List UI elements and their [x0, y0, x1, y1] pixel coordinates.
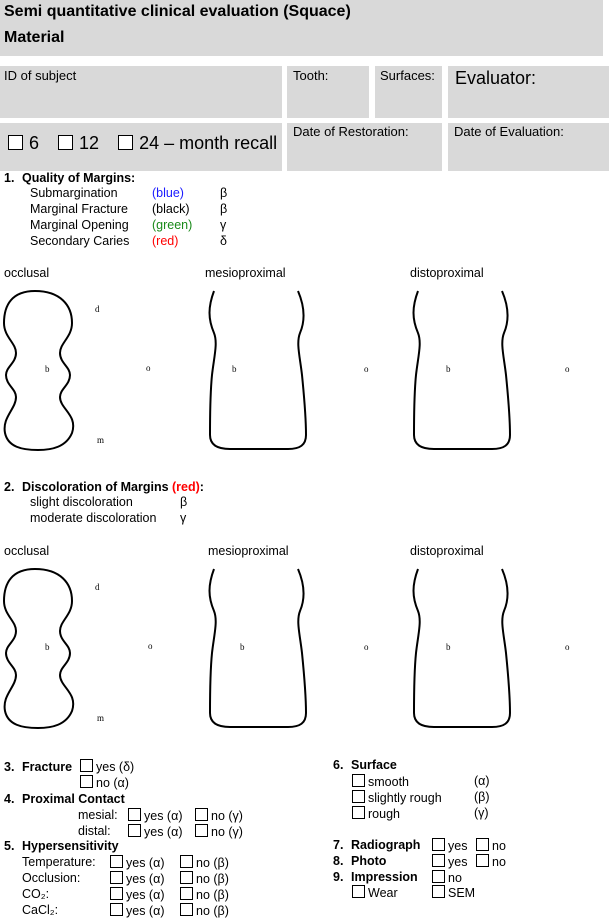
s6-row-2-symbol: (γ)	[474, 806, 489, 820]
fracture-no-label: no (α)	[96, 776, 129, 790]
s4-distal-yes	[128, 824, 182, 839]
temperature-no-checkbox[interactable]	[180, 855, 193, 868]
s5-row-2-label: CO₂:	[22, 887, 50, 901]
evaluation-date-label: Date of Evaluation:	[454, 124, 564, 139]
section5-num: 5.	[4, 839, 15, 853]
radiograph-yes-checkbox[interactable]	[432, 838, 445, 851]
section2-title-color: (red)	[172, 480, 200, 494]
s5-row-1-no	[180, 871, 229, 886]
section9-title: Impression	[351, 870, 418, 884]
surface-smooth-checkbox[interactable]	[352, 774, 365, 787]
s1-row-3-symbol: δ	[220, 234, 227, 248]
distoproximal-outline	[414, 291, 511, 449]
occlusal-diagram-1[interactable]	[0, 285, 190, 455]
impression-wear-label: Wear	[368, 886, 398, 900]
s1-row-2-symbol: γ	[220, 218, 227, 232]
distoproximal-outline	[414, 569, 511, 727]
impression-no-checkbox[interactable]	[432, 870, 445, 883]
recall-12-checkbox[interactable]	[58, 135, 73, 150]
s1-row-0-label: Submargination	[30, 186, 118, 200]
letter-o: o	[565, 642, 570, 652]
recall-12-label: 12	[79, 133, 100, 153]
cacl2-yes-checkbox[interactable]	[110, 903, 123, 916]
section2-heading	[22, 480, 204, 494]
fracture-yes-label: yes (δ)	[96, 760, 135, 774]
recall-24-label: 24 – month recall	[139, 133, 278, 153]
letter-m: m	[97, 435, 105, 445]
s5-row-2-no	[180, 887, 229, 902]
distal-yes-label: yes (α)	[144, 825, 183, 839]
fracture-yes-checkbox[interactable]	[80, 759, 93, 772]
id-of-subject-label: ID of subject	[4, 68, 77, 83]
s5-row-2-yes	[110, 887, 164, 902]
section3-title: Fracture	[22, 760, 73, 774]
mesioproximal-outline	[210, 291, 307, 449]
tooth-label: Tooth:	[293, 68, 329, 83]
surface-slightly-rough-checkbox[interactable]	[352, 790, 365, 803]
occlusion-no-label: no (β)	[196, 872, 229, 886]
s6-row-0-symbol: (α)	[474, 774, 490, 788]
s6-row-2	[352, 806, 400, 821]
section4-num: 4.	[4, 792, 15, 806]
section8-title: Photo	[351, 854, 387, 868]
mesioproximal-outline	[210, 569, 307, 727]
letter-b: b	[45, 364, 50, 374]
s5-row-0-label: Temperature:	[22, 855, 96, 869]
mesial-yes-checkbox[interactable]	[128, 808, 141, 821]
letter-o: o	[364, 642, 369, 652]
recall-6-checkbox[interactable]	[8, 135, 23, 150]
s2-row-0-label: slight discoloration	[30, 495, 133, 509]
co2-no-checkbox[interactable]	[180, 887, 193, 900]
mesial-no-checkbox[interactable]	[195, 808, 208, 821]
distal-yes-checkbox[interactable]	[128, 824, 141, 837]
surface-smooth-label: smooth	[368, 775, 409, 789]
temperature-yes-checkbox[interactable]	[110, 855, 123, 868]
section2-num: 2.	[4, 480, 15, 494]
section2-title-colon: :	[199, 480, 204, 494]
s3-no-option	[80, 775, 129, 790]
s1-row-0-color: (blue)	[152, 186, 184, 200]
view-mesioproximal-label-2: mesioproximal	[208, 544, 289, 558]
radiograph-yes-label: yes	[448, 839, 468, 853]
letter-d: d	[95, 582, 100, 592]
s1-row-1-label: Marginal Fracture	[30, 202, 128, 216]
section1-num: 1.	[4, 171, 15, 185]
s4-distal-no	[195, 824, 243, 839]
s8-yes	[432, 854, 467, 869]
cacl2-yes-label: yes (α)	[126, 904, 165, 918]
photo-yes-label: yes	[448, 855, 468, 869]
photo-no-label: no	[492, 855, 506, 869]
occlusion-yes-label: yes (α)	[126, 872, 165, 886]
view-occlusal-label-2: occlusal	[4, 544, 50, 558]
section8-num: 8.	[333, 854, 344, 868]
form-title: Semi quantitative clinical evaluation (Squace)	[4, 3, 351, 20]
s1-row-1-symbol: β	[220, 202, 228, 216]
occlusal-outline	[4, 569, 73, 728]
distal-no-label: no (γ)	[211, 825, 243, 839]
section6-title: Surface	[351, 758, 397, 772]
s7-no	[476, 838, 506, 853]
surface-rough-label: rough	[368, 807, 400, 821]
letter-b: b	[45, 642, 50, 652]
section6-num: 6.	[333, 758, 344, 772]
view-occlusal-label: occlusal	[4, 266, 50, 280]
section5-title: Hypersensitivity	[22, 839, 119, 853]
photo-no-checkbox[interactable]	[476, 854, 489, 867]
impression-sem-checkbox[interactable]	[432, 885, 445, 898]
mesial-no-label: no (γ)	[211, 809, 243, 823]
s2-row-1-label: moderate discoloration	[30, 511, 157, 525]
letter-b: b	[240, 642, 245, 652]
impression-wear-checkbox[interactable]	[352, 885, 365, 898]
section2-title: Discoloration of Margins	[22, 480, 173, 494]
co2-no-label: no (β)	[196, 888, 229, 902]
s5-row-0-yes	[110, 855, 164, 870]
occlusion-yes-checkbox[interactable]	[110, 871, 123, 884]
letter-b: b	[446, 364, 451, 374]
section7-num: 7.	[333, 838, 344, 852]
view-mesioproximal-label: mesioproximal	[205, 266, 286, 280]
s3-yes-option	[80, 759, 134, 774]
impression-sem-label: SEM	[448, 886, 476, 900]
s4-distal-label: distal:	[78, 824, 111, 838]
s5-row-1-label: Occlusion:	[22, 871, 81, 885]
s9-wear	[352, 885, 398, 900]
temperature-yes-label: yes (α)	[126, 856, 165, 870]
fracture-no-checkbox[interactable]	[80, 775, 93, 788]
surface-rough-checkbox[interactable]	[352, 806, 365, 819]
section4-title: Proximal Contact	[22, 792, 125, 806]
s1-row-2-label: Marginal Opening	[30, 218, 129, 232]
recall-6-label: 6	[29, 133, 40, 153]
material-label: Material	[4, 29, 65, 46]
s6-row-1-symbol: (β)	[474, 790, 490, 804]
s7-yes	[432, 838, 467, 853]
occlusal-outline	[4, 291, 73, 450]
letter-o: o	[148, 641, 153, 651]
recall-options	[8, 133, 277, 154]
recall-24-checkbox[interactable]	[118, 135, 133, 150]
letter-d: d	[95, 304, 100, 314]
impression-no-label: no	[448, 871, 462, 885]
s1-row-1-color: (black)	[152, 202, 190, 216]
radiograph-no-label: no	[492, 839, 506, 853]
distoproximal-diagram-1[interactable]	[404, 285, 594, 455]
section1-title: Quality of Margins:	[22, 171, 136, 185]
s1-row-0-symbol: β	[220, 186, 228, 200]
photo-yes-checkbox[interactable]	[432, 854, 445, 867]
s4-mesial-yes	[128, 808, 182, 823]
s1-row-3-label: Secondary Caries	[30, 234, 130, 248]
s2-row-0-symbol: β	[180, 495, 188, 509]
s1-row-2-color: (green)	[152, 218, 193, 232]
section3-num: 3.	[4, 760, 15, 774]
evaluator-label: Evaluator:	[455, 68, 537, 88]
section7-title: Radiograph	[351, 838, 421, 852]
letter-b: b	[446, 642, 451, 652]
s5-row-3-yes	[110, 903, 164, 918]
mesioproximal-diagram-2[interactable]	[200, 563, 390, 733]
s5-row-3-label: CaCl₂:	[22, 903, 59, 917]
s6-row-1	[352, 790, 442, 805]
s8-no	[476, 854, 506, 869]
letter-m: m	[97, 713, 105, 723]
mesial-yes-label: yes (α)	[144, 809, 183, 823]
distoproximal-diagram-2[interactable]	[404, 563, 594, 733]
cacl2-no-label: no (β)	[196, 904, 229, 918]
s1-row-3-color: (red)	[152, 234, 179, 248]
occlusal-diagram-2[interactable]	[0, 563, 190, 733]
co2-yes-label: yes (α)	[126, 888, 165, 902]
temperature-no-label: no (β)	[196, 856, 229, 870]
co2-yes-checkbox[interactable]	[110, 887, 123, 900]
s5-row-0-no	[180, 855, 229, 870]
s4-mesial-no	[195, 808, 243, 823]
restoration-date-label: Date of Restoration:	[293, 124, 409, 139]
distal-no-checkbox[interactable]	[195, 824, 208, 837]
s9-sem	[432, 885, 475, 900]
surfaces-label: Surfaces:	[380, 68, 435, 83]
view-distoproximal-label: distoproximal	[410, 266, 484, 280]
s5-row-1-yes	[110, 871, 164, 886]
s2-row-1-symbol: γ	[180, 511, 187, 525]
section9-num: 9.	[333, 870, 344, 884]
s9-no	[432, 870, 462, 885]
letter-o: o	[146, 363, 151, 373]
view-distoproximal-label-2: distoproximal	[410, 544, 484, 558]
letter-b: b	[232, 364, 237, 374]
surface-slightly-rough-label: slightly rough	[368, 791, 442, 805]
s4-mesial-label: mesial:	[78, 808, 118, 822]
mesioproximal-diagram-1[interactable]	[200, 285, 390, 455]
cacl2-no-checkbox[interactable]	[180, 903, 193, 916]
letter-o: o	[565, 364, 570, 374]
occlusion-no-checkbox[interactable]	[180, 871, 193, 884]
s5-row-3-no	[180, 903, 229, 918]
letter-o: o	[364, 364, 369, 374]
radiograph-no-checkbox[interactable]	[476, 838, 489, 851]
s6-row-0	[352, 774, 409, 789]
